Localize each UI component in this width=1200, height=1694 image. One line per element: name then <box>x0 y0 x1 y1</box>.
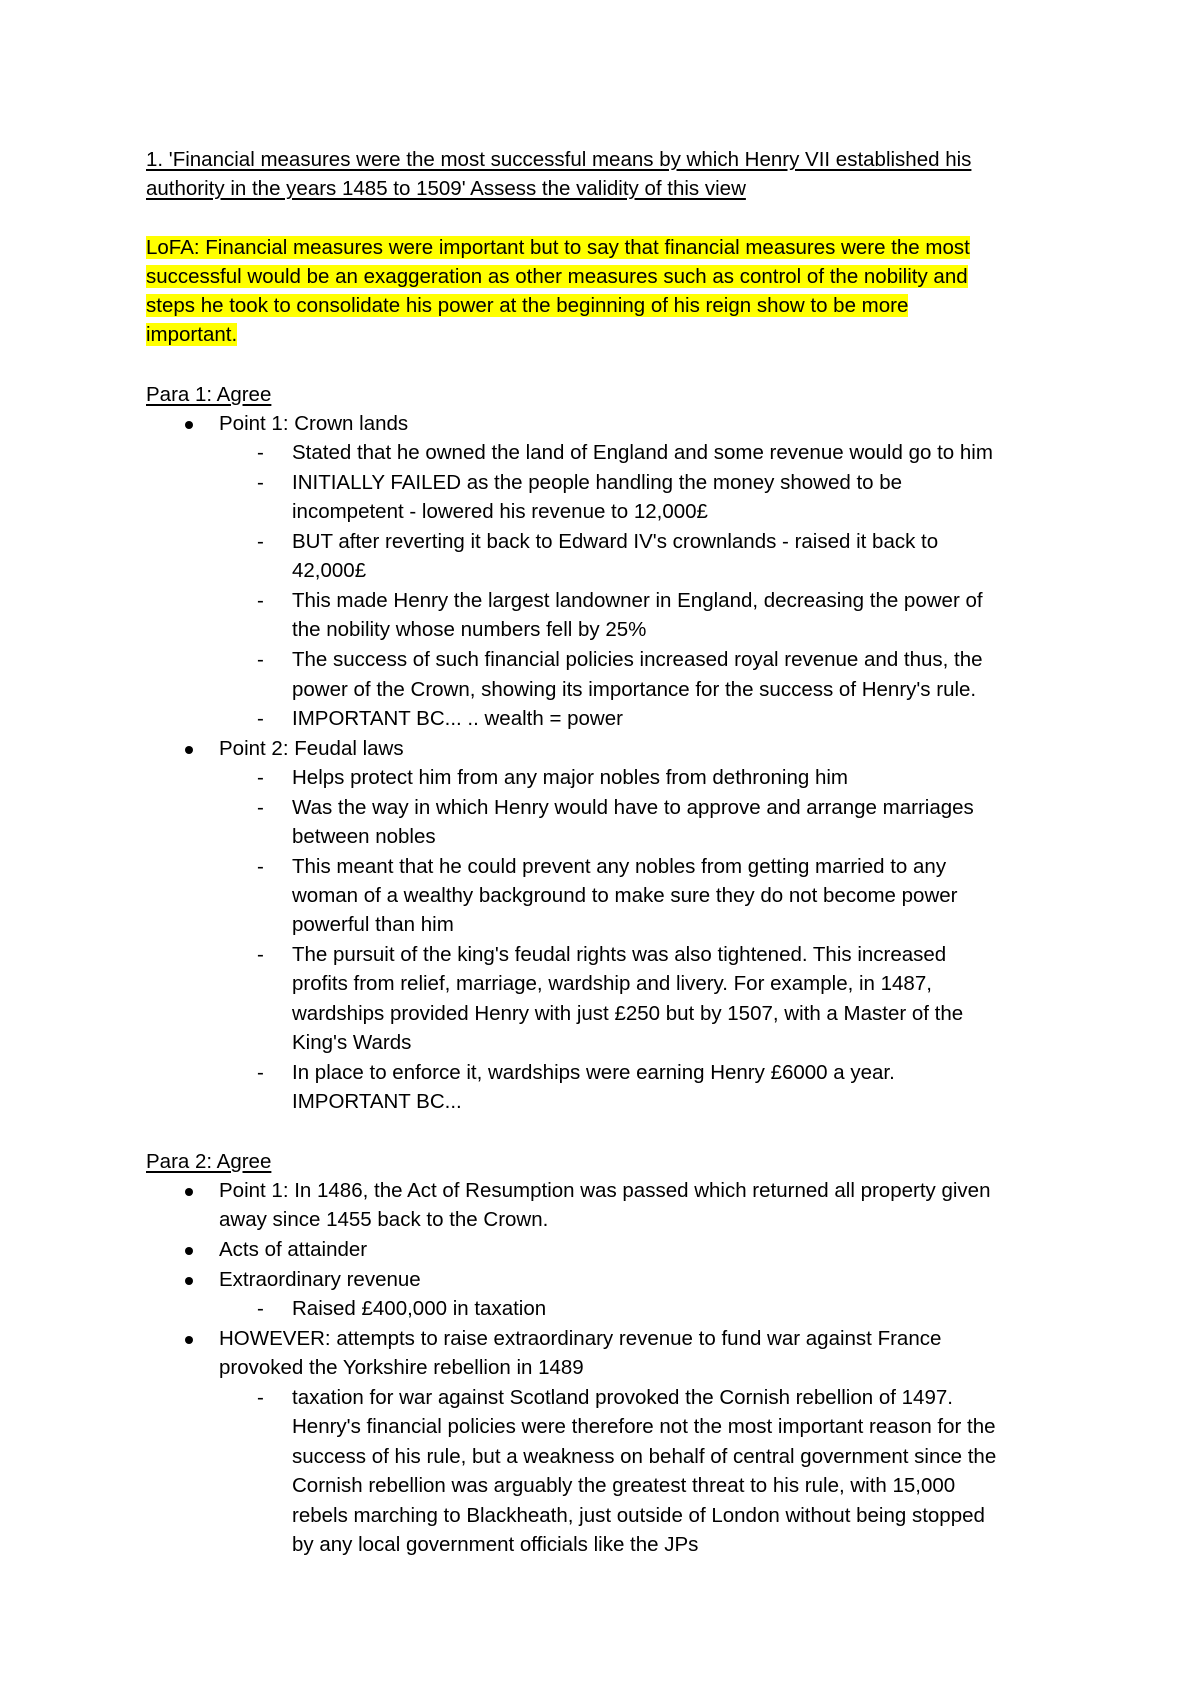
subpoint-line: wardships provided Henry with just £250 but by 1507, with a Master of the <box>292 1002 964 1025</box>
subpoint-line: INITIALLY FAILED as the people handling the money showed to be <box>292 471 903 494</box>
dash-icon: - <box>257 855 264 878</box>
subpoint-line: success of his rule, but a weakness on behalf of central government since the <box>292 1445 997 1468</box>
subpoint-line: Was the way in which Henry would have to approve and arrange marriages <box>292 796 974 819</box>
bullet-icon <box>185 1277 193 1285</box>
subpoint-line: power of the Crown, showing its importance for the success of Henry's rule. <box>292 678 977 701</box>
question-title-line-2: authority in the years 1485 to 1509' Assess the validity of this view <box>146 177 746 200</box>
dash-icon: - <box>257 1386 264 1409</box>
dash-icon: - <box>257 707 264 730</box>
bullet-icon <box>185 746 193 754</box>
dash-icon: - <box>257 1061 264 1084</box>
subpoint-line: IMPORTANT BC... .. wealth = power <box>292 707 623 730</box>
dash-icon: - <box>257 1297 264 1320</box>
subpoint-line: Raised £400,000 in taxation <box>292 1297 547 1320</box>
para2-point4-line: HOWEVER: attempts to raise extraordinary revenue to fund war against France <box>219 1327 942 1350</box>
subpoint-line: the nobility whose numbers fell by 25% <box>292 618 647 641</box>
para2-point1-line: away since 1455 back to the Crown. <box>219 1208 549 1231</box>
para1-point1-title: Point 1: Crown lands <box>219 412 409 435</box>
subpoint-line: Henry's financial policies were therefore not the most important reason for the <box>292 1415 996 1438</box>
lofa-text: successful would be an exaggeration as other measures such as control of the nobility and <box>146 265 968 288</box>
para2-point1-line: Point 1: In 1486, the Act of Resumption was passed which returned all property given <box>219 1179 991 1202</box>
dash-icon: - <box>257 943 264 966</box>
dash-icon: - <box>257 471 264 494</box>
lofa-line-4 <box>146 320 237 349</box>
bullet-icon <box>185 1188 193 1196</box>
subpoint-line: BUT after reverting it back to Edward IV's crownlands - raised it back to <box>292 530 939 553</box>
subpoint-line: This made Henry the largest landowner in England, decreasing the power of <box>292 589 983 612</box>
lofa-line-1 <box>146 233 970 262</box>
subpoint-line: Cornish rebellion was arguably the greatest threat to his rule, with 15,000 <box>292 1474 956 1497</box>
para2-heading: Para 2: Agree <box>146 1150 272 1173</box>
subpoint-line: In place to enforce it, wardships were earning Henry £6000 a year. <box>292 1061 895 1084</box>
para1-heading: Para 1: Agree <box>146 383 272 406</box>
subpoint-line: by any local government officials like the JPs <box>292 1533 699 1556</box>
subpoint-line: The success of such financial policies increased royal revenue and thus, the <box>292 648 983 671</box>
lofa-text: steps he took to consolidate his power at the beginning of his reign show to be more <box>146 294 909 317</box>
para2-point3: Extraordinary revenue <box>219 1268 421 1291</box>
subpoint-line: taxation for war against Scotland provoked the Cornish rebellion of 1497. <box>292 1386 953 1409</box>
subpoint-line: powerful than him <box>292 913 454 936</box>
subpoint-line: 42,000£ <box>292 559 367 582</box>
subpoint-line: rebels marching to Blackheath, just outside of London without being stopped <box>292 1504 985 1527</box>
para2-point4-line: provoked the Yorkshire rebellion in 1489 <box>219 1356 584 1379</box>
lofa-text: LoFA: Financial measures were important but to say that financial measures were the most <box>146 236 970 259</box>
bullet-icon <box>185 1247 193 1255</box>
subpoint-line: IMPORTANT BC... <box>292 1090 462 1113</box>
lofa-text: important. <box>146 323 238 346</box>
dash-icon: - <box>257 796 264 819</box>
subpoint-line: between nobles <box>292 825 436 848</box>
bullet-icon <box>185 1336 193 1344</box>
subpoint-line: Helps protect him from any major nobles from dethroning him <box>292 766 849 789</box>
subpoint-line: woman of a wealthy background to make sure they do not become power <box>292 884 958 907</box>
dash-icon: - <box>257 530 264 553</box>
subpoint-line: The pursuit of the king's feudal rights was also tightened. This increased <box>292 943 947 966</box>
bullet-icon <box>185 421 193 429</box>
lofa-line-2 <box>146 262 968 291</box>
dash-icon: - <box>257 766 264 789</box>
subpoint-line: incompetent - lowered his revenue to 12,000£ <box>292 500 708 523</box>
question-title-line-1: 1. 'Financial measures were the most successful means by which Henry VII established his <box>146 148 972 171</box>
lofa-line-3 <box>146 291 908 320</box>
dash-icon: - <box>257 648 264 671</box>
para1-point2-title: Point 2: Feudal laws <box>219 737 404 760</box>
dash-icon: - <box>257 589 264 612</box>
para2-point2: Acts of attainder <box>219 1238 368 1261</box>
subpoint-line: King's Wards <box>292 1031 412 1054</box>
dash-icon: - <box>257 441 264 464</box>
subpoint-line: profits from relief, marriage, wardship and livery. For example, in 1487, <box>292 972 932 995</box>
subpoint-line: This meant that he could prevent any nobles from getting married to any <box>292 855 947 878</box>
subpoint-line: Stated that he owned the land of England and some revenue would go to him <box>292 441 993 464</box>
